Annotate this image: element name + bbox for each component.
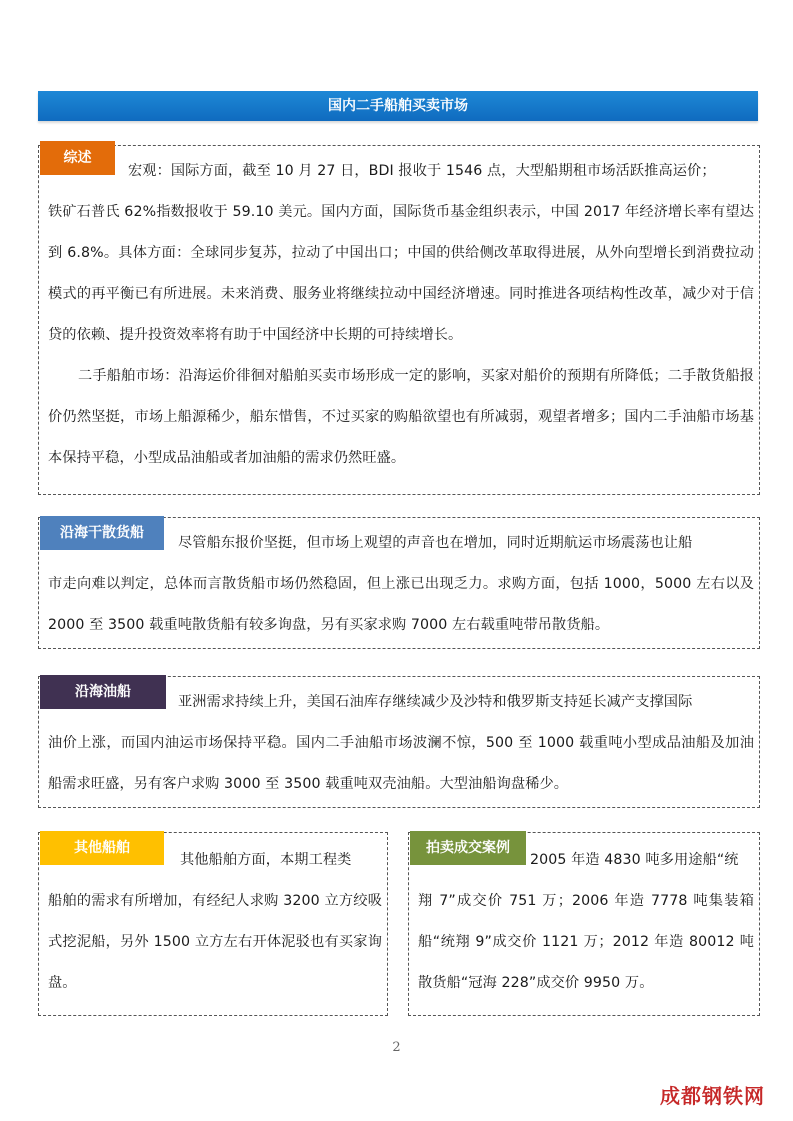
- auction-text: [418, 840, 754, 1004]
- bulk-tag: 沿海干散货船: [40, 516, 164, 550]
- bulk-text: [48, 523, 754, 646]
- section-title-bar: 国内二手船舶买卖市场: [38, 91, 758, 121]
- bulk-first: 尽管船东报价坚挺，但市场上观望的声音也在增加，同时近期航运市场震荡也让船: [178, 535, 693, 551]
- other-first: 其他船舶方面，本期工程类: [180, 852, 352, 868]
- bulk-rest: 市走向难以判定，总体而言散货船市场仍然稳固，但上涨已出现乏力。求购方面，包括 1000，5000 左右以及 2000 至 3500 载重吨散货船有较多询盘，另有买家求购 7000 左右载重吨带吊散货船。: [48, 576, 754, 633]
- auction-first: 2005 年造 4830 吨多用途船“统: [530, 852, 739, 868]
- overview-para1-first: 宏观：国际方面，截至 10 月 27 日，BDI 报收于 1546 点，大型船期租市场活跃推高运价；: [128, 163, 716, 179]
- tanker-rest: 油价上涨，而国内油运市场保持平稳。国内二手油船市场波澜不惊，500 至 1000 载重吨小型成品油船及加油船需求旺盛，另有客户求购 3000 至 3500 载重吨双壳油船。大型油船询盘稀少。: [48, 735, 754, 792]
- other-rest: 船舶的需求有所增加，有经纪人求购 3200 立方绞吸式挖泥船，另外 1500 立方左右开体泥驳也有买家询盘。: [48, 893, 382, 991]
- overview-para1-rest: 铁矿石普氏 62%指数报收于 59.10 美元。国内方面，国际货币基金组织表示，中国 2017 年经济增长率有望达到 6.8%。具体方面：全球同步复苏，拉动了中国出口；中国的供给侧改革取得进展，从外向型增长到消费拉动模式的再平衡已有所进展。未来消费、服务业将继续拉动中国经济增速。同时推进各项结构性改革，减少对于信贷的依赖、提升投资效率将有助于中国经济中长期的可持续增长。: [48, 204, 754, 343]
- overview-text: [48, 151, 754, 479]
- overview-para2: 二手船舶市场：沿海运价徘徊对船舶买卖市场形成一定的影响，买家对船价的预期有所降低；二手散货船报价仍然坚挺，市场上船源稀少，船东惜售，不过买家的购船欲望也有所减弱，观望者增多；国内二手油船市场基本保持平稳，小型成品油船或者加油船的需求仍然旺盛。: [48, 368, 754, 466]
- other-text: [48, 840, 382, 1004]
- auction-rest: 翔 7”成交价 751 万；2006 年造 7778 吨集装箱船“统翔 9”成交价 1121 万；2012 年造 80012 吨散货船“冠海 228”成交价 9950 万。: [418, 893, 754, 991]
- overview-tag: 综述: [40, 141, 115, 175]
- tanker-tag: 沿海油船: [40, 675, 166, 709]
- tanker-first: 亚洲需求持续上升，美国石油库存继续减少及沙特和俄罗斯支持延长减产支撑国际: [178, 694, 693, 710]
- other-tag: 其他船舶: [40, 831, 164, 865]
- tanker-text: [48, 682, 754, 805]
- auction-tag: 拍卖成交案例: [410, 831, 526, 865]
- page-number: 2: [392, 1040, 401, 1055]
- watermark-logo: 成都钢铁网: [660, 1084, 765, 1108]
